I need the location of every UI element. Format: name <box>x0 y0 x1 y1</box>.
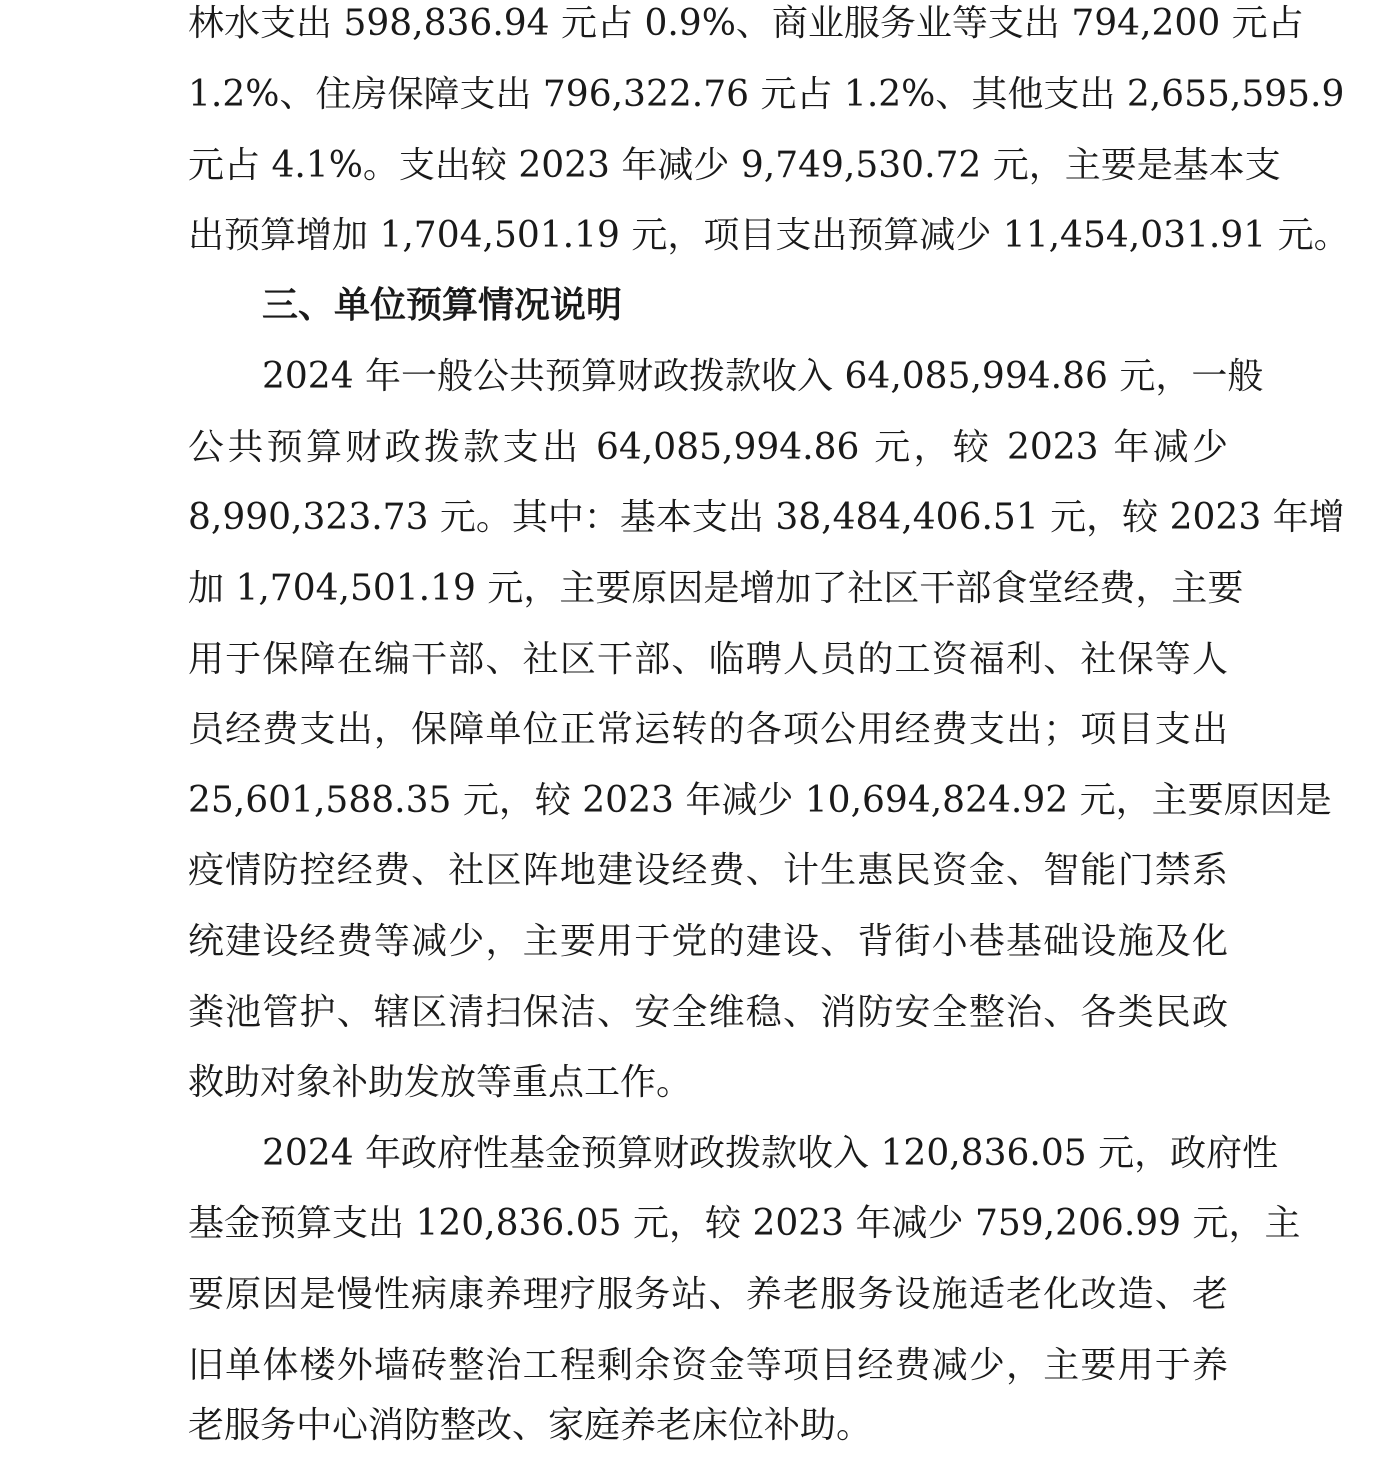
text-line: 老服务中心消防整改、家庭养老床位补助。 <box>188 1405 873 1446</box>
text-line: 2024 年政府性基金预算财政拨款收入 120,836.05 元，政府性 <box>262 1133 1279 1174</box>
text-line: 出预算增加 1,704,501.19 元，项目支出预算减少 11,454,031.91 元。 <box>188 215 1350 256</box>
text-line: 救助对象补助发放等重点工作。 <box>188 1062 693 1103</box>
text-line: 1.2%、住房保障支出 796,322.76 元占 1.2%、其他支出 2,655,595.9 <box>188 74 1345 115</box>
text-line: 统建设经费等减少，主要用于党的建设、背街小巷基础设施及化 <box>188 921 1228 962</box>
text-line: 加 1,704,501.19 元，主要原因是增加了社区干部食堂经费，主要 <box>188 568 1244 609</box>
text-line: 25,601,588.35 元，较 2023 年减少 10,694,824.92 元，主要原因是 <box>188 780 1332 821</box>
text-line: 元占 4.1%。支出较 2023 年减少 9,749,530.72 元，主要是基本支 <box>188 145 1281 186</box>
text-line: 8,990,323.73 元。其中：基本支出 38,484,406.51 元，较 2023 年增 <box>188 497 1345 538</box>
text-line: 基金预算支出 120,836.05 元，较 2023 年减少 759,206.99 元，主 <box>188 1203 1301 1244</box>
text-line: 旧单体楼外墙砖整治工程剩余资金等项目经费减少，主要用于养 <box>188 1345 1228 1386</box>
text-line: 疫情防控经费、社区阵地建设经费、计生惠民资金、智能门禁系 <box>188 850 1228 891</box>
text-line: 林水支出 598,836.94 元占 0.9%、商业服务业等支出 794,200 元占 <box>188 3 1304 44</box>
text-line: 2024 年一般公共预算财政拨款收入 64,085,994.86 元，一般 <box>262 356 1264 397</box>
section-heading: 三、单位预算情况说明 <box>262 285 623 326</box>
text-line: 公共预算财政拨款支出 64,085,994.86 元，较 2023 年减少 <box>188 427 1228 468</box>
text-line: 粪池管护、辖区清扫保洁、安全维稳、消防安全整治、各类民政 <box>188 992 1228 1033</box>
text-line: 员经费支出，保障单位正常运转的各项公用经费支出；项目支出 <box>188 709 1228 750</box>
text-line: 用于保障在编干部、社区干部、临聘人员的工资福利、社保等人 <box>188 639 1228 680</box>
text-line: 要原因是慢性病康养理疗服务站、养老服务设施适老化改造、老 <box>188 1274 1228 1315</box>
